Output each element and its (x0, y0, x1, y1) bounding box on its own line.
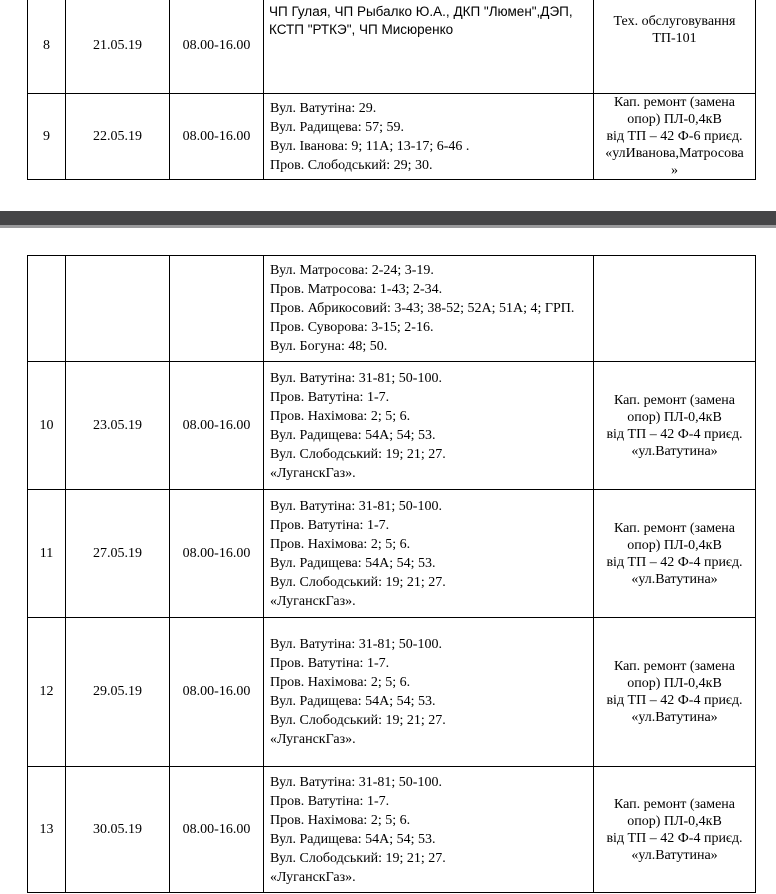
row-time: 08.00-16.00 (170, 490, 264, 618)
work-line: Кап. ремонт (замена (613, 659, 736, 674)
address-line: Вул. Слободський: 19; 21; 27. (270, 850, 446, 866)
address-line: КСТП "РТКЭ", ЧП Мисюренко (269, 22, 454, 37)
table-row (28, 362, 756, 490)
work-line: опор) ПЛ-0,4кВ (627, 676, 722, 691)
page-separator-edge (0, 225, 776, 228)
address-line: Вул. Слободський: 19; 21; 27. (270, 446, 446, 462)
row-time: 08.00-16.00 (170, 618, 264, 767)
row-number (28, 256, 66, 362)
work-line: опор) ПЛ-0,4кВ (627, 813, 722, 829)
schedule-table-top (27, 0, 756, 180)
address-line: Пров. Ватутіна: 1-7. (270, 389, 390, 405)
address-line: Пров. Ватутіна: 1-7. (270, 656, 390, 671)
work-line: «ул.Ватутина» (631, 571, 718, 587)
address-line: «ЛуганскГаз». (270, 869, 356, 885)
address-line: «ЛуганскГаз». (270, 732, 356, 747)
address-line: Вул. Слободський: 19; 21; 27. (270, 713, 446, 728)
table-row (28, 490, 756, 618)
row-work (594, 767, 756, 893)
address-line: ЧП Гулая, ЧП Рыбалко Ю.А., ДКП "Люмен",ДЭП, (269, 4, 573, 19)
work-line: Тех. обслуговування (613, 14, 736, 29)
address-line: Пров. Ватутіна: 1-7. (270, 793, 390, 809)
row-number: 13 (28, 767, 66, 893)
work-line: опор) ПЛ-0,4кВ (627, 409, 722, 425)
row-time: 08.00-16.00 (170, 0, 264, 94)
row-date: 22.05.19 (66, 94, 170, 180)
address-line: Пров. Нахімова: 2; 5; 6. (270, 812, 411, 828)
work-line: «ул.Ватутина» (631, 443, 718, 459)
address-line: Пров. Нахімова: 2; 5; 6. (270, 536, 411, 552)
work-line: опор) ПЛ-0,4кВ (627, 537, 722, 553)
work-line: від ТП – 42 Ф-4 приєд. (606, 830, 743, 846)
work-line: Кап. ремонт (замена (613, 520, 736, 536)
address-line: Пров. Абрикосовий: 3-43; 38-52; 52А; 51А; 4; ГРП. (270, 301, 575, 316)
address-line: «ЛуганскГаз». (270, 465, 356, 481)
row-number: 11 (28, 490, 66, 618)
row-work (594, 256, 756, 362)
row-date: 29.05.19 (66, 618, 170, 767)
row-number: 9 (28, 94, 66, 180)
work-line: «улИванова,Матросова (605, 146, 744, 161)
row-date: 30.05.19 (66, 767, 170, 893)
address-line: Вул. Радищева: 54А; 54; 53. (270, 831, 436, 847)
address-line: Вул. Радищева: 54А; 54; 53. (270, 694, 436, 709)
work-line: від ТП – 42 Ф-4 приєд. (606, 554, 743, 570)
table-row (28, 256, 756, 362)
row-addresses (264, 0, 594, 94)
address-line: «ЛуганскГаз». (270, 593, 356, 609)
work-line: від ТП – 42 Ф-6 приєд. (606, 129, 743, 144)
address-line: Вул. Радищева: 54А; 54; 53. (270, 427, 436, 443)
work-line: Кап. ремонт (замена (613, 95, 736, 110)
address-line: Вул. Ватутіна: 31-81; 50-100. (270, 637, 442, 652)
address-line: Вул. Радищева: 57; 59. (270, 119, 405, 135)
row-addresses (264, 94, 594, 180)
row-work (594, 0, 756, 94)
address-line: Пров. Слободський: 29; 30. (270, 157, 433, 173)
row-number: 12 (28, 618, 66, 767)
work-line: опор) ПЛ-0,4кВ (627, 112, 722, 127)
address-line: Пров. Нахімова: 2; 5; 6. (270, 675, 411, 690)
row-date: 23.05.19 (66, 362, 170, 490)
row-date: 21.05.19 (66, 0, 170, 94)
table-row (28, 0, 756, 94)
address-line: Вул. Матросова: 2-24; 3-19. (270, 263, 434, 278)
row-work (594, 94, 756, 180)
work-line: «ул.Ватутина» (631, 710, 718, 725)
row-time: 08.00-16.00 (170, 767, 264, 893)
row-addresses (264, 362, 594, 490)
row-time: 08.00-16.00 (170, 362, 264, 490)
address-line: Вул. Ватутіна: 31-81; 50-100. (270, 370, 442, 386)
row-time: 08.00-16.00 (170, 94, 264, 180)
row-addresses (264, 490, 594, 618)
row-addresses (264, 767, 594, 893)
row-work (594, 618, 756, 767)
address-line: Пров. Нахімова: 2; 5; 6. (270, 408, 411, 424)
address-line: Пров. Суворова: 3-15; 2-16. (270, 320, 434, 335)
work-line: Кап. ремонт (замена (613, 796, 736, 812)
address-line: Вул. Ватутіна: 29. (270, 100, 377, 116)
address-line: Вул. Ватутіна: 31-81; 50-100. (270, 774, 442, 790)
address-line: Пров. Матросова: 1-43; 2-34. (270, 282, 443, 297)
table-row (28, 767, 756, 893)
page-separator (0, 211, 776, 225)
schedule-table-bottom (27, 255, 756, 893)
address-line: Вул. Іванова: 9; 11А; 13-17; 6-46 . (270, 138, 470, 154)
row-addresses (264, 256, 594, 362)
row-number: 10 (28, 362, 66, 490)
row-work (594, 362, 756, 490)
row-time (170, 256, 264, 362)
work-line: від ТП – 42 Ф-4 приєд. (606, 426, 743, 442)
work-line: від ТП – 42 Ф-4 приєд. (606, 693, 743, 708)
row-addresses (264, 618, 594, 767)
work-line: » (671, 163, 678, 178)
work-line: Кап. ремонт (замена (613, 392, 736, 408)
work-line: ТП-101 (652, 31, 697, 46)
address-line: Вул. Слободський: 19; 21; 27. (270, 574, 446, 590)
row-number: 8 (28, 0, 66, 94)
address-line: Вул. Ватутіна: 31-81; 50-100. (270, 498, 442, 514)
row-work (594, 490, 756, 618)
row-date (66, 256, 170, 362)
table-row (28, 618, 756, 767)
address-line: Вул. Радищева: 54А; 54; 53. (270, 555, 436, 571)
address-line: Вул. Богуна: 48; 50. (270, 339, 388, 354)
row-date: 27.05.19 (66, 490, 170, 618)
address-line: Пров. Ватутіна: 1-7. (270, 517, 390, 533)
table-row (28, 94, 756, 180)
work-line: «ул.Ватутина» (631, 847, 718, 863)
